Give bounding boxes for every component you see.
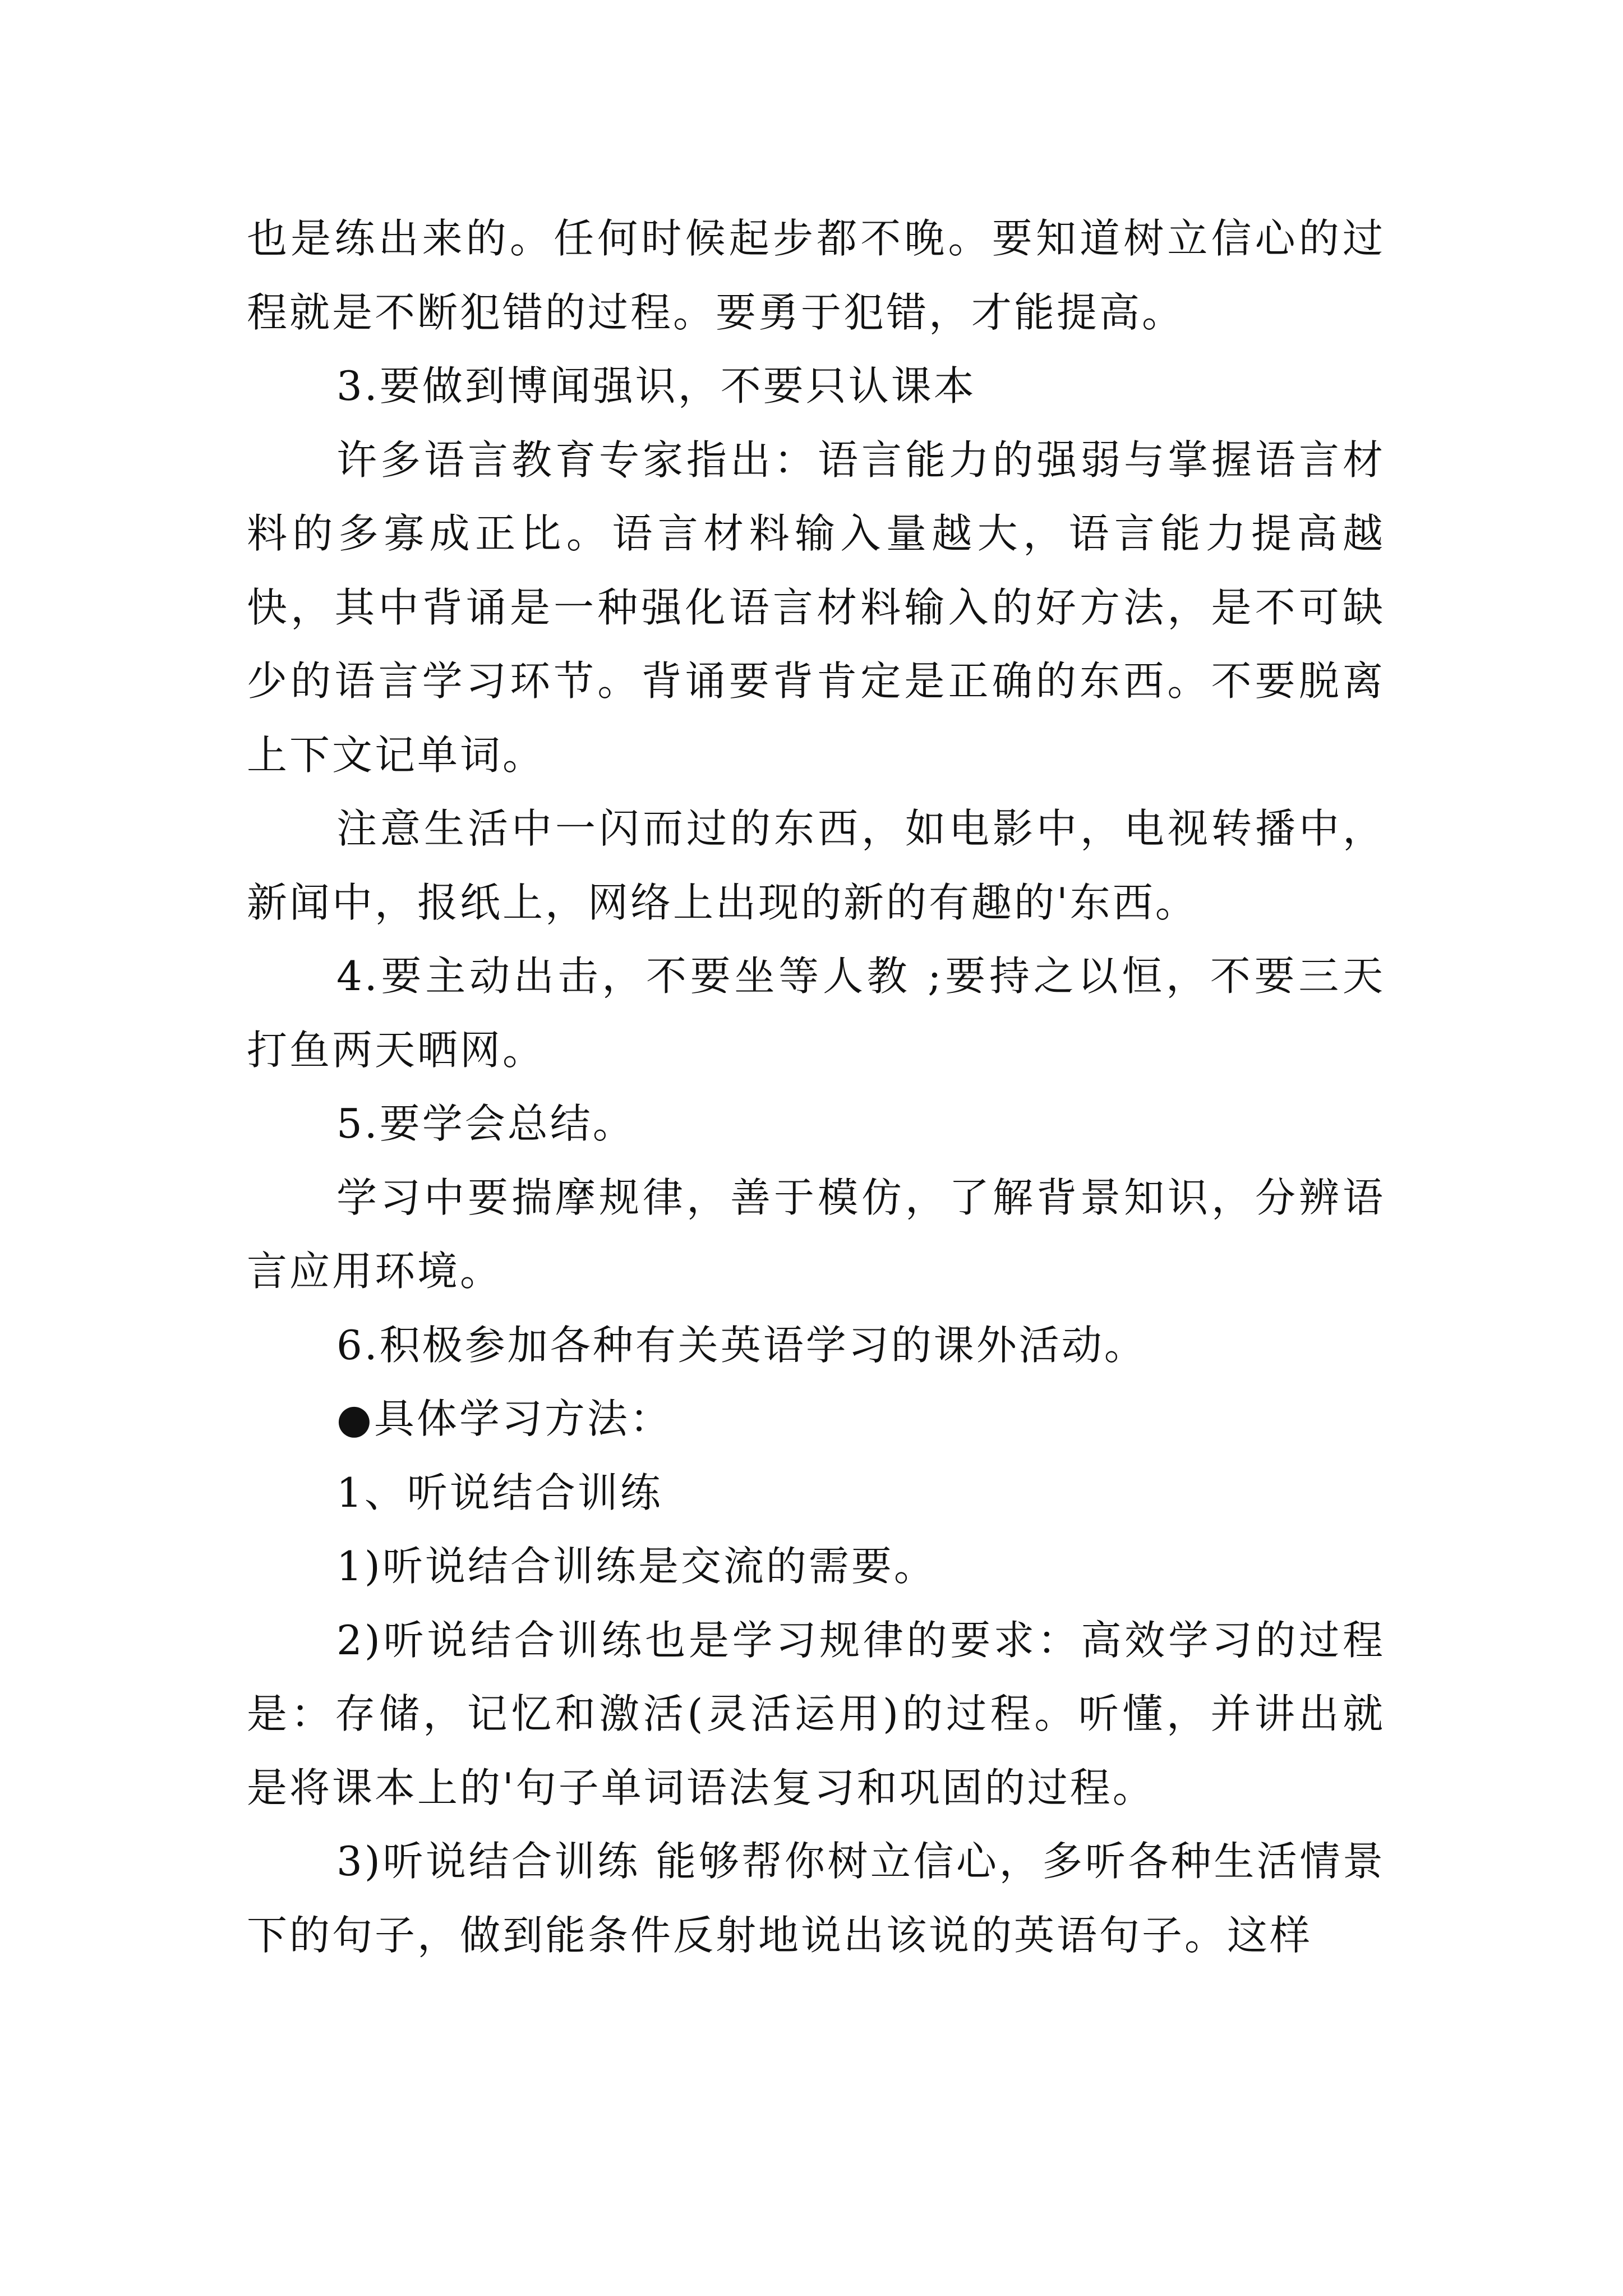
list-item: 3)听说结合训练 能够帮你树立信心，多听各种生活情景下的句子，做到能条件反射地说出该说的英语句子。这样 [247,1838,1385,1959]
paragraph: 注意生活中一闪而过的东西，如电影中，电视转播中，新闻中，报纸上，网络上出现的新的有趣的'东西。 [247,805,1385,926]
list-item: 1)听说结合训练是交流的需要。 [336,1543,937,1590]
list-item: 2)听说结合训练也是学习规律的要求：高效学习的过程是：存储，记忆和激活(灵活运用)的过程。听懂，并讲出就是将课本上的'句子单词语法复习和巩固的过程。 [247,1616,1385,1811]
section-heading-methods: ●具体学习方法： [336,1395,672,1442]
body-text [247,202,1385,1972]
subsection-heading: 1、听说结合训练 [336,1469,663,1516]
section-heading-3: 3.要做到博闻强识，不要只认课本 [336,362,976,409]
section-heading-4: 4.要主动出击，不要坐等人教 ;要持之以恒，不要三天打鱼两天晒网。 [247,953,1385,1074]
section-heading-6: 6.积极参加各种有关英语学习的课外活动。 [336,1321,1147,1369]
paragraph: 也是练出来的。任何时候起步都不晚。要知道树立信心的过程就是不断犯错的过程。要勇于犯错，才能提高。 [247,215,1385,336]
paragraph: 许多语言教育专家指出：语言能力的强弱与掌握语言材料的多寡成正比。语言材料输入量越大，语言能力提高越快，其中背诵是一种强化语言材料输入的好方法，是不可缺少的语言学习环节。背诵要背肯定是正确的东西。不要脱离上下文记单词。 [247,436,1385,779]
paragraph: 学习中要揣摩规律，善于模仿，了解背景知识，分辨语言应用环境。 [247,1174,1385,1295]
section-heading-5: 5.要学会总结。 [336,1100,635,1147]
